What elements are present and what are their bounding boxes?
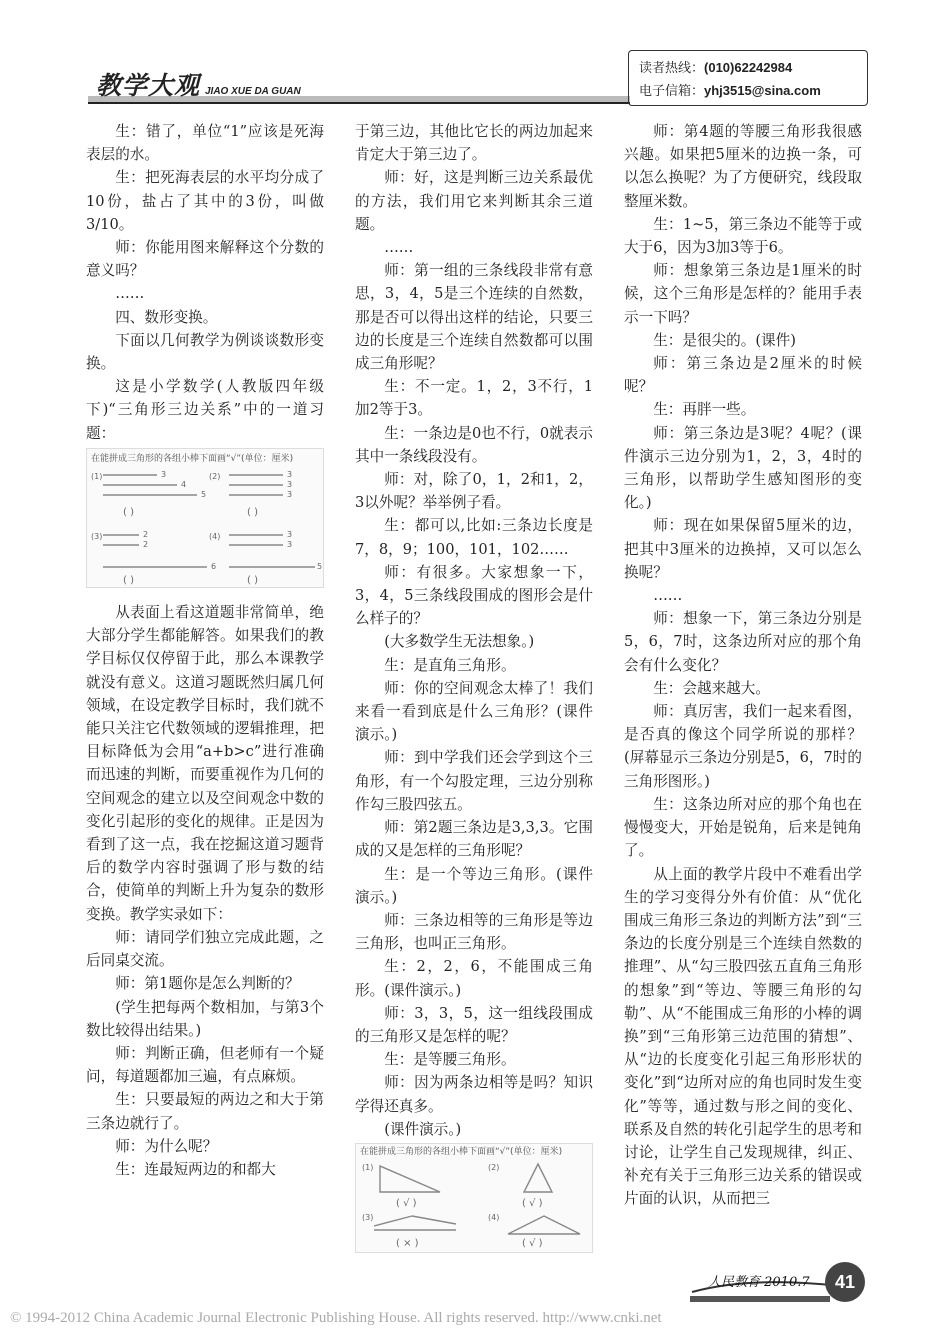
paragraph: 生：是一个等边三角形。(课件演示。) — [355, 865, 593, 906]
paragraph: 生：会越来越大。 — [653, 679, 770, 697]
article-column-2 — [355, 120, 593, 1266]
svg-text:3: 3 — [287, 529, 293, 539]
paragraph: 师：因为两条边相等是吗？知识学得还真多。 — [355, 1074, 593, 1115]
paragraph: 生：再胖一些。 — [653, 401, 756, 419]
paragraph: (课件演示。) — [384, 1120, 462, 1138]
svg-text:( ): ( ) — [123, 506, 134, 518]
journal-brand-issue: 人民教育 2010.7 — [708, 1275, 810, 1290]
paragraph: …… — [384, 239, 414, 257]
email-label: 电子信箱： — [639, 84, 705, 99]
paragraph: 从上面的教学片段中不难看出学生的学习变得分外有价值：从“优化围成三角形三条边的判断方法”到“三条边的长度分别是三个连续自然数的推理”、从“勾三股四弦五直角三角形的想象”到“等边、等腰三角形的勾勒”、从“不能围成三角形的小棒的调换”到“三角形第三边范围的猜想”、从“边的长度变化引起三角形形状的变化”到“边所对应的角也同时发生变化”等等，通过数与形之间的变化、联系及自然的转化引起学生的思考和讨论，让学生自己发现规律，纠正、补充有关于三角形三边关系的错误或片面的认识，从而把三 — [624, 865, 862, 1208]
page-number: 41 — [825, 1262, 865, 1302]
paragraph: 生：是很尖的。(课件) — [653, 331, 796, 349]
svg-text:6: 6 — [211, 561, 217, 571]
svg-text:(4): (4) — [209, 531, 221, 541]
paragraph: 师：有很多。大家想象一下，3，4，5三条线段围成的图形会是什么样子的？ — [355, 563, 593, 628]
svg-text:( √ ): ( √ ) — [396, 1197, 417, 1209]
paragraph: …… — [115, 285, 145, 303]
figure-caption: 在能拼成三角形的各组小棒下面画“√”(单位：厘米) — [360, 1146, 563, 1157]
svg-text:5: 5 — [201, 489, 207, 499]
section-heading: 四、数形变换。 — [115, 308, 218, 326]
paragraph: 师：第三条边是2厘米的时候呢？ — [624, 355, 862, 396]
paragraph: 生：这条边所对应的那个角也在慢慢变大，开始是锐角，后来是钝角了。 — [624, 795, 862, 860]
paragraph: 师：第1题你是怎么判断的？ — [115, 975, 300, 993]
paragraph: 师：你的空间观念太棒了！我们来看一看到底是什么三角形？(课件演示。) — [355, 679, 593, 744]
svg-text:(1): (1) — [362, 1162, 374, 1172]
paragraph: 师：第一组的三条线段非常有意思，3，4，5是三个连续的自然数，那是否可以得出这样的结论，只要三边的长度是三个连续自然数都可以围成三角形呢？ — [355, 262, 593, 373]
svg-text:(2): (2) — [209, 471, 221, 481]
copyright-watermark: © 1994-2012 China Academic Journal Electronic Publishing House. All rights reserved. http://www.cnki.net — [10, 1310, 662, 1326]
svg-text:2: 2 — [143, 539, 149, 549]
paragraph: 师：判断正确，但老师有一个疑问，每道题都加三遍，有点麻烦。 — [86, 1044, 324, 1086]
header-rule — [88, 102, 630, 104]
svg-text:(3): (3) — [362, 1212, 374, 1222]
paragraph: 师：三条边相等的三角形是等边三角形，也叫正三角形。 — [355, 911, 593, 953]
paragraph: 生：只要最短的两边之和大于第三条边就行了。 — [86, 1091, 324, 1132]
paragraph: 师：想象一下，第三条边分别是5，6，7时，这条边所对应的那个角会有什么变化？ — [624, 610, 862, 674]
svg-text:(4): (4) — [488, 1212, 500, 1222]
figure-caption: 在能拼成三角形的各组小棒下面画“√”(单位：厘米) — [91, 453, 294, 464]
paragraph: 师：你能用图来解释这个分数的意义吗？ — [86, 239, 324, 280]
paragraph: 师：请同学们独立完成此题，之后同桌交流。 — [86, 928, 324, 970]
svg-text:( × ): ( × ) — [396, 1237, 419, 1249]
svg-text:3: 3 — [287, 479, 293, 489]
svg-text:3: 3 — [287, 469, 293, 479]
paragraph: (大多数学生无法想象。) — [384, 633, 535, 651]
svg-text:3: 3 — [287, 539, 293, 549]
paragraph: 师：真厉害，我们一起来看图，是否真的像这个同学所说的那样？(屏幕显示三条边分别是5，6，7时的三角形图形。) — [624, 703, 862, 790]
paragraph: 师：3，3，5，这一组线段围成的三角形又是怎样的呢？ — [355, 1004, 593, 1045]
svg-text:3: 3 — [287, 489, 293, 499]
article-column-1 — [86, 120, 324, 1181]
journal-section-pinyin: JIAO XUE DA GUAN — [205, 86, 301, 97]
svg-text:2: 2 — [143, 529, 149, 539]
svg-text:( ): ( ) — [123, 574, 134, 586]
paragraph: 师：为什么呢？ — [115, 1137, 218, 1155]
paragraph: 师：到中学我们还会学到这个三角形，有一个勾股定理，三边分别称作勾三股四弦五。 — [355, 749, 593, 813]
exercise-figure-triangles — [355, 1143, 593, 1253]
paragraph: 生：1~5，第三条边不能等于或大于6，因为3加3等于6。 — [624, 215, 862, 257]
paragraph: 师：好，这是判断三边关系最优的方法，我们用它来判断其余三道题。 — [355, 169, 593, 233]
paragraph: 生：连最短两边的和都大 — [115, 1160, 276, 1178]
paragraph: 生：都可以,比如:三条边长度是7，8，9；100，101，102…… — [355, 517, 593, 558]
paragraph: 师：现在如果保留5厘米的边，把其中3厘米的边换掉，又可以怎么换呢？ — [624, 517, 862, 581]
reader-contact-box — [628, 50, 868, 106]
svg-text:(2): (2) — [488, 1162, 500, 1172]
paragraph: 生：不一定。1，2，3不行，1加2等于3。 — [355, 378, 593, 419]
svg-text:( ): ( ) — [247, 574, 258, 586]
paragraph: 这是小学数学(人教版四年级下)“三角形三边关系”中的一道习题： — [86, 378, 324, 442]
paragraph: …… — [653, 587, 683, 605]
paragraph: 生：是直角三角形。 — [384, 656, 516, 674]
paragraph: 师：想象第三条边是1厘米的时候，这个三角形是怎样的？能用手表示一下吗？ — [624, 262, 862, 326]
paragraph: 师：第2题三条边是3,3,3。它围成的又是怎样的三角形呢？ — [355, 819, 593, 860]
hotline-number: (010)62242984 — [704, 60, 793, 75]
paragraph: 师：第三条边是3呢？4呢？(课件演示三边分别为1，2，3，4时的三角形，以帮助学生感知图形的变化。) — [624, 424, 862, 512]
svg-text:( √ ): ( √ ) — [522, 1237, 543, 1249]
paragraph: 下面以几何教学为例谈谈数形变换。 — [86, 331, 324, 373]
svg-text:(1): (1) — [91, 471, 103, 481]
paragraph: 从表面上看这道题非常简单，绝大部分学生都能解答。如果我们的教学目标仅仅停留于此，那么本课教学就没有意义。这道习题既然归属几何领域，在设定教学目标时，我们就不能只关注它代数领域的逻辑推理，把目标降低为会用“a+b>c”进行准确而迅速的判断，而要重视作为几何的空间观念的建立以及空间观念中数的变化引起形的变化的规律。正是因为看到了这一点，我在挖掘这道习题背后的数学内容时强调了形与数的结合，使简单的判断上升为复杂的数形变换。教学实录如下： — [86, 604, 324, 923]
exercise-figure-sticks — [86, 448, 324, 588]
paragraph: 师：第4题的等腰三角形我很感兴趣。如果把5厘米的边换一条，可以怎么换呢？为了方便研究，线段取整厘米数。 — [624, 123, 862, 210]
svg-text:5: 5 — [317, 561, 323, 571]
paragraph: 生：一条边是0也不行，0就表示其中一条线段没有。 — [355, 424, 593, 465]
svg-text:(3): (3) — [91, 531, 103, 541]
svg-text:( ): ( ) — [247, 506, 258, 518]
svg-text:3: 3 — [161, 469, 167, 479]
paragraph: 师：对，除了0，1，2和1，2，3以外呢？举举例子看。 — [355, 471, 593, 512]
email-address: yhj3515@sina.com — [704, 83, 821, 98]
paragraph: 于第三边，其他比它长的两边加起来肯定大于第三边了。 — [355, 123, 593, 164]
paragraph: 生：把死海表层的水平均分成了10份，盐占了其中的3份，叫做3/10。 — [86, 169, 324, 233]
journal-section-title: 教学大观 — [96, 71, 201, 100]
svg-text:4: 4 — [181, 479, 187, 489]
paragraph: (学生把每两个数相加，与第3个数比较得出结果。) — [86, 998, 324, 1039]
svg-text:( √ ): ( √ ) — [522, 1197, 543, 1209]
hotline-label: 读者热线： — [639, 61, 705, 76]
paragraph: 生：错了，单位“1”应该是死海表层的水。 — [86, 123, 324, 164]
article-column-3 — [624, 120, 862, 1211]
paragraph: 生：是等腰三角形。 — [384, 1051, 516, 1069]
paragraph: 生：2，2，6，不能围成三角形。(课件演示。) — [355, 958, 593, 999]
